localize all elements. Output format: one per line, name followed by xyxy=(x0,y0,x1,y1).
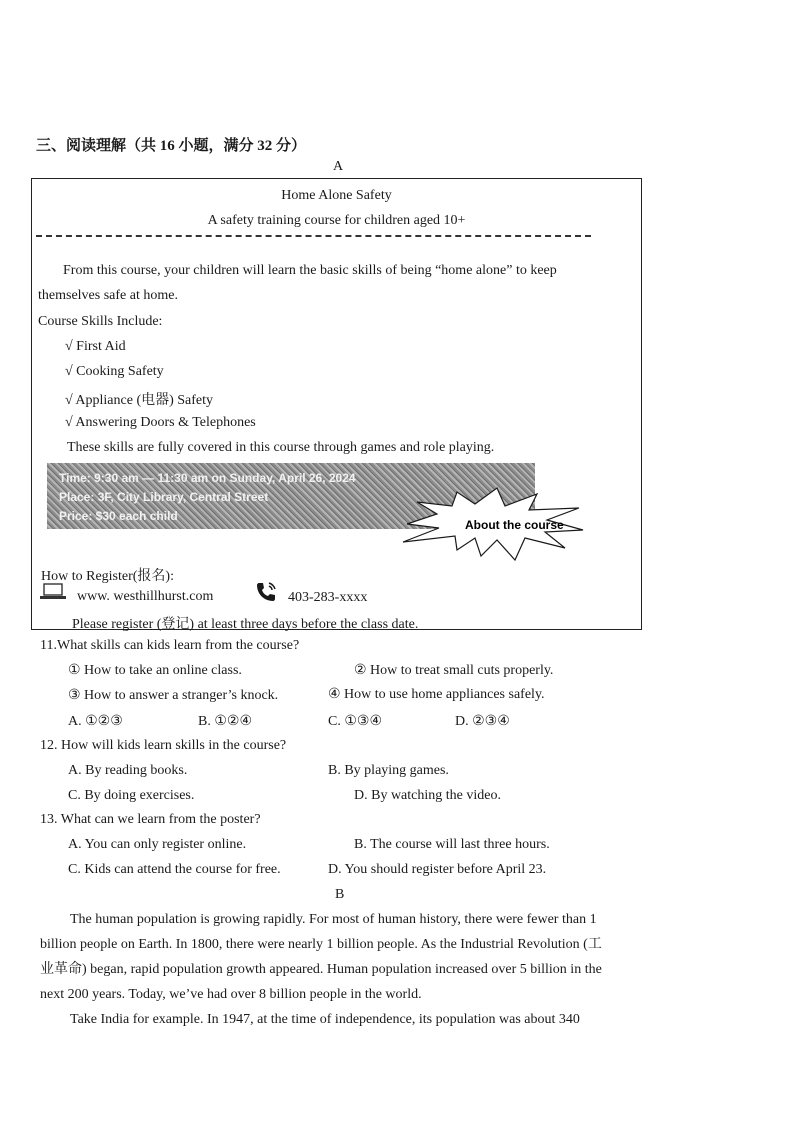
passage-b-line-5: Take India for example. In 1947, at the time of independence, its population was about 340 xyxy=(70,1012,580,1027)
phone-icon xyxy=(254,580,278,604)
q11-statement-3: ③ How to answer a stranger’s knock. xyxy=(68,688,279,703)
computer-icon xyxy=(40,583,68,601)
passage-b-line-2: billion people on Earth. In 1800, there were nearly 1 billion people. As the Industrial Revolution (工 xyxy=(40,937,602,952)
skill-item-first-aid: √ First Aid xyxy=(65,339,126,354)
skill-item-cooking: √ Cooking Safety xyxy=(65,364,164,379)
skills-note: These skills are fully covered in this course through games and role playing. xyxy=(67,440,495,455)
question-12-stem: 12. How will kids learn skills in the course? xyxy=(40,738,287,753)
q12-option-d: D. By watching the video. xyxy=(354,788,501,803)
skill-item-doors-phones: √ Answering Doors & Telephones xyxy=(65,415,256,430)
phone-number: 403-283-xxxx xyxy=(288,590,368,605)
poster-title: Home Alone Safety xyxy=(281,188,392,203)
passage-b-line-1: The human population is growing rapidly. For most of human history, there were fewer than 1 xyxy=(70,912,597,927)
passage-b-line-3: 业革命) began, rapid population growth appeared. Human population increased over 5 billion in the xyxy=(40,962,602,977)
question-13-stem: 13. What can we learn from the poster? xyxy=(40,812,261,827)
skills-heading: Course Skills Include: xyxy=(38,314,163,329)
q11-option-b: B. ①②④ xyxy=(198,714,252,729)
passage-b-line-4: next 200 years. Today, we’ve had over 8 billion people in the world. xyxy=(40,987,422,1002)
poster-intro-line1: From this course, your children will learn the basic skills of being “home alone” to keep xyxy=(63,263,557,278)
q11-statement-1: ① How to take an online class. xyxy=(68,663,242,678)
course-place: Place: 3F, City Library, Central Street xyxy=(59,490,269,504)
q13-option-d: D. You should register before April 23. xyxy=(328,862,547,877)
course-price: Price: $30 each child xyxy=(59,509,178,523)
poster xyxy=(31,178,642,630)
q11-option-a: A. ①②③ xyxy=(68,714,123,729)
q13-option-b: B. The course will last three hours. xyxy=(354,837,550,852)
passage-a-letter: A xyxy=(333,159,344,174)
question-11-stem: 11.What skills can kids learn from the course? xyxy=(40,638,300,653)
register-note: Please register (登记) at least three days before the class date. xyxy=(72,617,419,632)
q12-option-c: C. By doing exercises. xyxy=(68,788,195,803)
register-heading: How to Register(报名): xyxy=(41,569,174,584)
q13-option-c: C. Kids can attend the course for free. xyxy=(68,862,281,877)
passage-b-letter: B xyxy=(335,887,345,902)
poster-subtitle: A safety training course for children aged 10+ xyxy=(207,213,466,228)
poster-intro-line2: themselves safe at home. xyxy=(38,288,178,303)
section-title: 三、阅读理解（共 16 小题，满分 32 分） xyxy=(36,138,307,154)
q11-statement-4: ④ How to use home appliances safely. xyxy=(328,687,545,702)
q13-option-a: A. You can only register online. xyxy=(68,837,247,852)
website-text: www. westhillhurst.com xyxy=(77,589,214,604)
q11-statement-2: ② How to treat small cuts properly. xyxy=(354,663,554,678)
q12-option-b: B. By playing games. xyxy=(328,763,449,778)
skill-item-appliance: √ Appliance (电器) Safety xyxy=(65,393,214,408)
course-time: Time: 9:30 am — 11:30 am on Sunday, April 26, 2024 xyxy=(59,471,356,485)
q11-option-c: C. ①③④ xyxy=(328,714,382,729)
dashed-divider xyxy=(36,235,591,237)
about-course-label: About the course xyxy=(465,518,564,532)
about-burst-icon xyxy=(397,484,587,564)
q12-option-a: A. By reading books. xyxy=(68,763,188,778)
q11-option-d: D. ②③④ xyxy=(455,714,510,729)
